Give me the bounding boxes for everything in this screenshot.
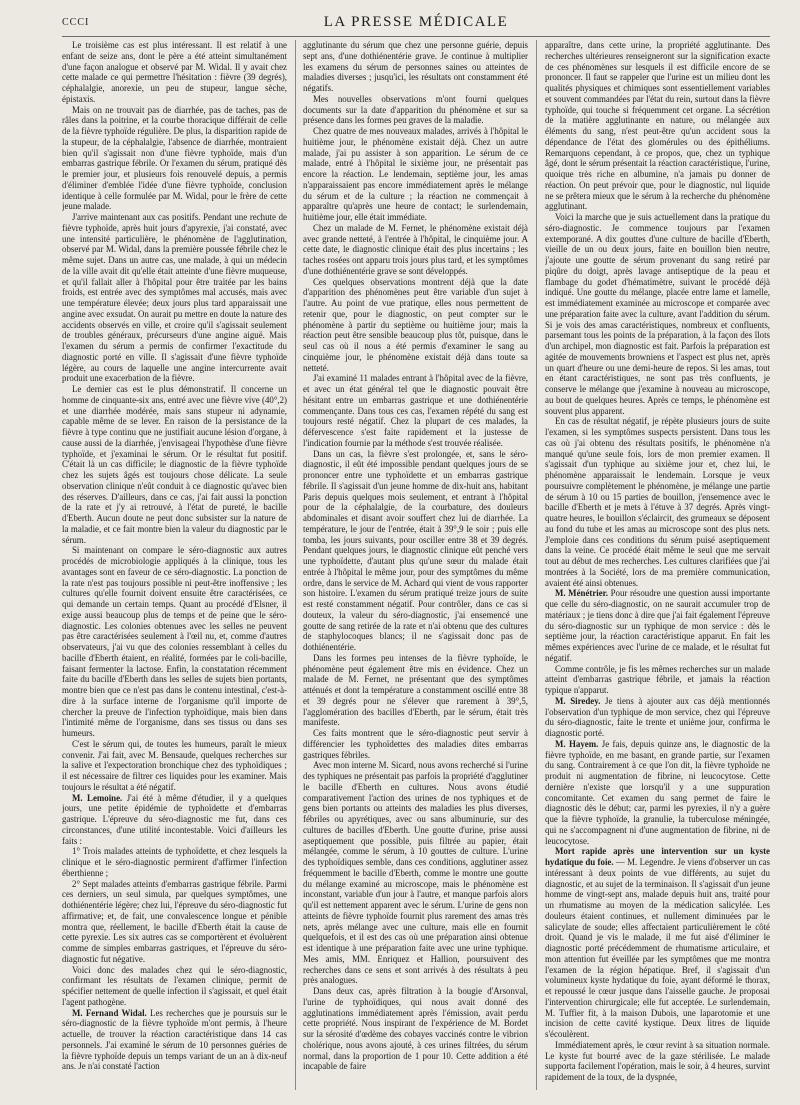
paragraph <box>545 588 770 663</box>
paragraph-text: Le dernier cas est le plus démonstratif. Il concerne un homme de cinquante-six ans, entré avec une fièvre vive (40°,2) et une diarrhée modérée, mais sans stupeur ni adynamie, capable même de se lever. En raison de la persistance de la fièvre à type continu que ne justifiait aucune lésion d'organe, à cause aussi de la diarrhée, j'envisageai l'hypothèse d'une fièvre typhoïde, et j'examinai le sérum. Or le résultat fut positif. C'était là un cas difficile; le diagnostic de la fièvre typhoïde chez les sujets âgés est toujours chose délicate. La seule observation clinique n'eût conduit à ce diagnostic qu'avec bien des réserves. D'ailleurs, dans ce cas, j'ai fait aussi la ponction de la rate et j'y ai retrouvé, à l'état de pureté, le bacille d'Eberth. Aucun doute ne peut donc subsister sur la nature de la maladie, et ce fait montre bien la valeur du diagnostic par le sérum. <box>62 384 287 545</box>
paragraph <box>62 793 287 847</box>
paragraph <box>303 986 528 1072</box>
speaker-name: M. Ménétrier. <box>555 588 609 599</box>
paragraph <box>303 449 528 653</box>
paragraph <box>545 739 770 847</box>
text-column-1 <box>62 40 287 1095</box>
paragraph <box>545 1040 770 1083</box>
paragraph <box>62 212 287 384</box>
paragraph-text: Voici la marche que je suis actuellement dans la pratique du séro-diagnostic. Je commence toujours par l'examen extemporané. A dix gouttes d'une culture de bacille d'Eberth, vieille de un ou deux jours, faite en bouillon bien neutre, j'ajoute une goutte de sérum provenant du sang retiré par piqûre du doigt, après lavage antiseptique de la peau et flambage du godet d'hématimètre, suivant le procédé déjà indiqué. Une goutte du mélange, placée entre lame et lamelle, est immédiatement examinée au microscope et comparée avec une préparation faite avec la culture, avant l'addition du sérum. Si je vois des amas caractéristiques, nombreux et confluents, parsemant tous les points de la préparation, à la façon des îlots d'un archipel, mon diagnostic est fait. Parfois la préparation est agitée de mouvements browniens et l'aspect est plus net, après un quart d'heure ou une demi-heure de repos. Si les amas, tout en étant caractéristiques, ne sont pas très confluents, je conserve le mélange que j'examine à nouveau au microscope, au bout de quelques heures. Après ce temps, le phénomène est souvent plus apparent. <box>545 212 770 416</box>
paragraph <box>545 664 770 696</box>
paragraph <box>62 879 287 965</box>
page-number: CCCI <box>62 17 90 28</box>
paragraph <box>62 965 287 1008</box>
paragraph-text: agglutinante du sérum que chez une personne guérie, depuis sept ans, d'une dothiénentérie grave. Je continue à multiplier les examens du sérum de personnes saines ou atteintes de maladies diverses ; jusqu'ici, les résultats ont constamment été négatifs. <box>303 40 528 93</box>
article-columns <box>62 40 770 1095</box>
paragraph-text: J'ai été à même d'étudier, il y a quelques jours, une petite épidémie de typhoïdette et d'embarras gastrique. L'épreuve du séro-diagnostic me fut, dans ces circonstances, d'une utilité incontestable. Voici d'ailleurs les faits : <box>62 792 287 846</box>
paragraph <box>303 126 528 223</box>
paragraph-text: Mes nouvelles observations m'ont fourni quelques documents sur la date d'apparition du phénomène et sur sa présence dans les formes peu graves de la maladie. <box>303 93 528 126</box>
paragraph <box>62 105 287 213</box>
paragraph <box>303 40 528 94</box>
paragraph <box>303 760 528 986</box>
speaker-name: M. Lemoine. <box>72 792 123 803</box>
paragraph <box>62 384 287 545</box>
paragraph <box>62 846 287 878</box>
paragraph-text: Ces quelques observations montrent déjà que la date d'apparition des phénomènes peut être variable d'un sujet à l'autre. Au point de vue pratique, elles nous permettent de retenir que, pour le diagnostic, on peut compter sur le phénomène à partir du septième ou huitième jour; mais la réaction peut être sensible beaucoup plus tôt, puisque, dans le seul cas où il nous a été permis d'examiner le sang au cinquième jour, le phénomène existait déjà dans toute sa netteté. <box>303 276 528 373</box>
column-divider <box>295 40 296 1090</box>
paragraph-text: Si maintenant on compare le séro-diagnostic aux autres procédés de microbiologie appliqués à la clinique, tous les avantages sont en faveur de ce séro-diagnostic. La ponction de la rate n'est pas toujours possible ni peut-être inoffensive ; les cultures qu'elle fournit doivent ensuite être caractérisées, ce qui demande un certain temps. Quant au procédé d'Elsner, il exige aussi beaucoup plus de temps et de peine que le séro-diagnostic. Les colonies obtenues avec les selles ne peuvent pas être caractérisées seulement à l'œil nu, et, comme d'autres observateurs, j'ai vu que des colonies ressemblant à celles du bacille d'Eberth étaient, en réalité, formées par le coli-bacille, faisant fermenter la lactose. Enfin, la constatation récemment faite du bacille d'Eberth dans les selles de sujets bien portants, montre bien que ce n'est pas dans le contenu intestinal, c'est-à-dire à la surface interne de l'organisme qu'il importe de chercher la preuve de l'infection typhoïdique, mais bien dans l'intimité même de l'organisme, dans ses tissus ou dans ses humeurs. <box>62 545 287 738</box>
paragraph-text: — M. Legendre. Je viens d'observer un cas intéressant à deux points de vue différents, au sujet du diagnostic, et au sujet de la terminaison. Il s'agissait d'un jeune homme de vingt-sept ans, malade depuis huit ans, traité pour un rhumatisme au moyen de la médication salicylée. Les douleurs étaient continues, et nullement diminuées par le salicylate de soude; elles affectaient particulièrement le côté droit. Quand je vis le malade, il me fut aisé d'éliminer le diagnostic porté précédemment de rhumatisme articulaire, et mon attention fut éveillée par les symptômes que me montra l'examen de la région hépatique. Bref, il s'agissait d'un volumineux kyste hydatique du foie, ayant déformé le thorax, et repoussé le cœur jusque dans l'aisselle gauche. Je proposai l'intervention chirurgicale; elle fut acceptée. Le surlendemain, M. Tuffier fit, à la maison Dubois, une laparotomie et une incision de cette cavité kystique. Deux litres de liquide s'écoulèrent. <box>545 857 770 1039</box>
paragraph-text: Immédiatement après, le cœur revint à sa situation normale. Le kyste fut bourré avec de la gaze stérilisée. Le malade supporta facilement l'opération, mais le soir, à 4 heures, survint rapidement de la toux, de la dyspnée, <box>545 1039 770 1082</box>
paragraph-text: Voici donc des malades chez qui le séro-diagnostic, confirmant les résultats de l'examen clinique, permit de spécifier nettement de quelle infection il s'agissait, et quel était l'agent pathogène. <box>62 964 287 1007</box>
paragraph-text: Ces faits montrent que le séro-diagnostic peut servir à différencier les typhoïdettes des maladies dites embarras gastriques fébriles. <box>303 728 528 760</box>
paragraph <box>545 846 770 1040</box>
paragraph <box>303 373 528 448</box>
paragraph-text: J'arrive maintenant aux cas positifs. Pendant une rechute de fièvre typhoïde, après huit jours d'apyrexie, j'ai constaté, avec une intensité particulière, le phénomène de l'agglutination, observé par M. Widal, dans la première poussée fébrile chez le même sujet. Dans un autre cas, une malade, à qui un médecin de la ville avait dit qu'elle était atteinte d'une fièvre muqueuse, et qu'il fallait aller à l'hôpital pour être traitée par les bains froids, est entrée avec des symptômes mal accusés, mais avec une température élevée; deux jours plus tard apparaissait une angine avec exsudat. On aurait pu mettre en doute la nature des accidents observés en ville, et croire qu'il s'agissait seulement de troubles généraux, précurseurs d'une angine aiguë. Mais l'examen du sérum a permis de confirmer l'exactitude du diagnostic porté en ville. Il s'agissait d'une fièvre typhoïde légère, au cours de laquelle une angine intercurrente avait produit une exacerbation de la fièvre. <box>62 212 287 384</box>
column-divider <box>536 40 537 1090</box>
paragraph <box>62 1008 287 1073</box>
paragraph <box>62 739 287 793</box>
paragraph <box>303 728 528 760</box>
paragraph <box>303 277 528 374</box>
paragraph <box>62 40 287 105</box>
paragraph <box>545 416 770 588</box>
paragraph-text: J'ai examiné 11 malades entrant à l'hôpital avec de la fièvre, et avec un état général tel que le diagnostic pouvait être hésitant entre un embarras gastrique et une dothiénentérie commençante. Dans tous ces cas, l'examen répété du sang est toujours resté négatif. Chez la plupart de ces malades, la défervescence s'est faite rapidement et la justesse de l'indication fournie par la méthode s'est trouvée réalisée. <box>303 373 528 448</box>
paragraph-text: Chez un malade de M. Fernet, le phénomène existait déjà avec grande netteté, à l'entrée à l'hôpital, le cinquième jour. A cette date, le diagnostic clinique était des plus incertains ; les taches rosées ont apparu trois jours plus tard, et les symptômes d'une dothiénentérie grave se sont développés. <box>303 222 528 276</box>
paragraph-text: Comme contrôle, je fis les mêmes recherches sur un malade atteint d'embarras gastrique fébrile, et jamais la réaction typique n'apparut. <box>545 663 770 695</box>
paragraph-text: C'est le sérum qui, de toutes les humeurs, paraît le mieux convenir. J'ai fait, avec M. Bensaude, quelques recherches sur la salive et l'expectoration bronchique chez des typhoïdiques ; il est nécessaire de filtrer ces liquides pour les examiner. Mais toujours le résultat a été négatif. <box>62 738 287 792</box>
paragraph <box>545 696 770 739</box>
paragraph-text: apparaître, dans cette urine, la propriété agglutinante. Des recherches ultérieures renseigneront sur la signification exacte de ces phénomènes sur lesquels il est difficile encore de se prononcer. Il faut se rappeler que l'urine est un milieu dont les qualités physiques et chimiques sont essentiellement variables et souvent commandées par l'état du rein, surtout dans la fièvre typhoïde, qui touche si fréquemment cet organe. La sécrétion de la matière agglutinante en nature, ou mélangée aux éléments du sang, n'est peut-être qu'un accident sous la dépendance de l'état des glomérules ou des épithéliums. Remarquons cependant, à ce propos, que, chez un typhique âgé, dont le sérum présentait la réaction caractéristique, l'urine, quoique très riche en albumine, n'a jamais pu donner de réaction. On peut prévoir que, pour le diagnostic, nul liquide ne se prêtera mieux que le sérum à la recherche du phénomène agglutinant. <box>545 40 770 212</box>
paragraph-text: Pour résoudre une question aussi importante que celle du séro-diagnostic, on ne saurait accumuler trop de matériaux ; je tiens donc à dire que j'ai fait également l'épreuve du séro-diagnostic sur un typhique de mon service : dès le septième jour, la réaction caractéristique apparut. En fait les mêmes expériences avec l'urine de ce malade, et le résultat fut négatif. <box>545 588 770 663</box>
page-header <box>62 14 770 37</box>
paragraph <box>545 40 770 212</box>
paragraph-text: Avec mon interne M. Sicard, nous avons recherché si l'urine des typhiques ne présentait pas parfois la propriété d'agglutiner le bacille d'Eberth en cultures. Nous avons étudié comparativement l'action des urines de nos typhiques et de gens bien portants ou atteints des maladies les plus diverses, fébriles ou apyrétiques, avec ou sans albuminurie, sur des cultures de bacilles d'Eberth. Une goutte d'urine, prise aussi aseptiquement que possible, puis filtrée au papier, était mélangée, comme le sérum, à 10 gouttes de culture. L'urine des typhoïdiques semble, dans ces conditions, agglutiner assez fréquemment le bacille d'Eberth, comme le montre une goutte du mélange examiné au microscope, mais le phénomène est inconstant, variable d'un jour à l'autre, et manque parfois alors qu'il est nettement apparent avec le sérum. L'urine de gens non atteints de fièvre typhoïde fournit plus rarement des amas très nets, après mélange avec une culture, mais elle en fournit quelquefois, et il est des cas où une préparation ainsi obtenue est identique à une préparation faite avec une urine typhique. Mes amis, MM. Enriquez et Hallion, poursuivent des recherches dans ce sens et sont arrivés à des résultats à peu près analogues. <box>303 760 528 986</box>
paragraph-text: Mais on ne trouvait pas de diarrhée, pas de taches, pas de râles dans la poitrine, et la courbe thoracique différait de celle de la fièvre typhoïde régulière. De plus, la disparition rapide de la stupeur, de la céphalalgie, l'absence de diarrhée, montraient bien qu'il s'agissait non d'une fièvre typhoïde, mais d'un embarras gastrique fébrile. Or l'examen du sérum, pratiqué dès le premier jour, et plusieurs fois renouvelé depuis, a permis d'éliminer d'emblée l'idée d'une fièvre typhoïde, conclusion identique à celle formulée par M. Widal, pour le frère de cette jeune malade. <box>62 104 287 212</box>
paragraph-text: Le troisième cas est plus intéressant. Il est relatif à une enfant de seize ans, dont le père a été atteint simultanément d'une façon analogue et observé par M. Widal. Il y avait chez cette malade ce qui permettre l'hésitation : fièvre (39 degrés), céphalalgie, anorexie, un peu de stupeur, langue sèche, épistaxis. <box>62 40 287 104</box>
text-column-2 <box>303 40 528 1095</box>
paragraph-text: Dans deux cas, après filtration à la bougie d'Arsonval, l'urine de typhoïdiques, qui nous avait donné des agglutinations immédiatement après l'émission, avait perdu cette propriété. Nous inspirant de l'expérience de M. Bordet sur la sérosité d'œdème des cobayes vaccinés contre le vibrion cholérique, nous avons ajouté, à ces urines filtrées, du sérum normal, dans la proportion de 1 pour 10. Cette addition a été incapable de faire <box>303 986 528 1072</box>
paragraph <box>303 653 528 728</box>
paragraph-text: 1° Trois malades atteints de typhoïdette, et chez lesquels la clinique et le séro-diagnostic permirent d'affirmer l'infection éberthienne ; <box>62 846 287 878</box>
paragraph-text: Les recherches que je poursuis sur le séro-diagnostic de la fièvre typhoïde m'ont permis, à l'heure actuelle, de trouver la réaction caractéristique dans 14 cas personnels. J'ai examiné le sérum de 10 personnes guéries de la fièvre typhoïde depuis un temps variant de un an à dix-neuf ans. Je n'ai constaté l'action <box>62 1007 287 1072</box>
paragraph <box>62 545 287 739</box>
text-column-3 <box>545 40 770 1095</box>
speaker-name: M. Siredey. <box>555 695 601 706</box>
paragraph-text: Chez quatre de mes nouveaux malades, arrivés à l'hôpital le huitième jour, le phénomène existait déjà. Chez un autre malade, j'ai pu assister à son apparition. Le sérum de ce malade, entré à l'hôpital le sixième jour, ne présentait pas encore la réaction. Le lendemain, septième jour, les amas n'apparaissaient pas encore immédiatement après le mélange du sérum et de la culture ; la réaction ne commençait à apparaître qu'après une heure de contact; le surlendemain, huitième jour, elle était immédiate. <box>303 126 528 222</box>
paragraph-text: Je fais, depuis quinze ans, le diagnostic de la fièvre typhoïde, en me basant, en grande partie, sur l'examen du sang. Contrairement à ce que l'on dit, la fièvre typhoïde ne produit ni augmentation de fibrine, ni leucocytose. Cette dernière n'existe que lorsqu'il y a une suppuration concomitante. Cet examen du sang permet de faire le diagnostic dès le début; car, parmi les pyrexies, il n'y a guère que la fièvre typhoïde, la granulie, la tuberculose méningée, qui ne s'accompagnent ni d'une augmentation de fibrine, ni de leucocytose. <box>545 738 770 846</box>
paragraph <box>303 223 528 277</box>
paragraph-text: En cas de résultat négatif, je répète plusieurs jours de suite l'examen, si les symptômes suspects persistent. Dans tous les cas où j'ai obtenu des résultats positifs, le phénomène n'a manqué qu'une seule fois, lors de mon premier examen. Il s'agissait d'un typhique au sixième jour et, chez lui, le phénomène apparaissait le lendemain. Lorsque je veux poursuivre complètement le phénomène, je mélange une partie de sérum à 10 ou 15 parties de bouillon, j'ensemence avec le bacille d'Eberth et je mets à l'étuve à 37 degrés. Après vingt-quatre heures, le bouillon s'éclaircit, des grumeaux se déposent au fond du tube et les amas au microscope sont des plus nets. J'emploie dans ces conditions du sérum puisé aseptiquement dans la veine. Ce procédé était même le seul que me servait tout au début de mes recherches. Les cultures clarifiées que j'ai montrées à la Société, lors de ma première communication, avaient été ainsi obtenues. <box>545 416 770 588</box>
paragraph-text: Dans les formes peu intenses de la fièvre typhoïde, le phénomène peut également être mis en évidence. Chez un malade de M. Fernet, ne présentant que des symptômes atténués et dont la température a constamment oscillé entre 38 et 39 degrés pour ne s'élever que rarement à 39°,5, l'agglomération des bacilles d'Eberth, par le sérum, était très manifeste. <box>303 652 528 728</box>
section-heading: Mort rapide après une intervention sur un kyste hydatique du foie. <box>545 846 770 867</box>
speaker-name: M. Hayem. <box>555 738 599 749</box>
paragraph-text: Je tiens à ajouter aux cas déjà mentionnés l'observation d'un typhique de mon service, chez qui l'épreuve du séro-diagnostic, faite le trente et unième jour, confirma le diagnostic porté. <box>545 695 770 738</box>
paragraph <box>303 94 528 126</box>
paragraph-text: Dans un cas, la fièvre s'est prolongée, et, sans le séro-diagnostic, il eût été impossible pendant quelques jours de se prononcer entre une typhoïdette et un embarras gastrique fébrile. Il s'agissait d'un jeune homme de dix-huit ans, habitant Paris depuis quelques mois seulement, et entrant à l'hôpital pour de la céphalalgie, de la courbature, des douleurs abdominales et disant avoir souffert chez lui de diarrhée. La température, le jour de l'entrée, était à 39°,9 le soir ; puis elle tomba, les jours suivants, pour osciller entre 38 et 39 degrés. Pendant quelques jours, le diagnostic clinique eût penché vers une typhoïdette, d'autant plus qu'une sœur du malade était entrée à l'hôpital le même jour, pour des symptômes du même ordre, dans le service de M. Achard qui vient de vous rapporter son histoire. L'examen du sérum pratiqué treize jours de suite est resté constamment négatif. Pour contrôler, dans ce cas si douteux, la valeur du séro-diagnostic, j'ai ensemencé une goutte de sang retirée de la rate et n'ai obtenu que des cultures de staphylocoques blancs; il ne s'agissait donc pas de dothiénentérie. <box>303 448 528 652</box>
speaker-name: M. Fernand Widal. <box>72 1007 147 1018</box>
paragraph-text: 2° Sept malades atteints d'embarras gastrique fébrile. Parmi ces derniers, un seul simula, par quelques symptômes, une dothiénentérie légère; chez lui, l'épreuve du séro-diagnostic fut affirmative; et, de fait, une convalescence longue et pénible montra que, réellement, le bacille d'Eberth était la cause de cette pyrexie. Les six autres cas se comportèrent et évoluèrent comme de simples embarras gastriques, et l'épreuve du séro-diagnostic fut négative. <box>62 878 287 964</box>
paragraph <box>545 212 770 416</box>
journal-title: LA PRESSE MÉDICALE <box>323 14 509 30</box>
